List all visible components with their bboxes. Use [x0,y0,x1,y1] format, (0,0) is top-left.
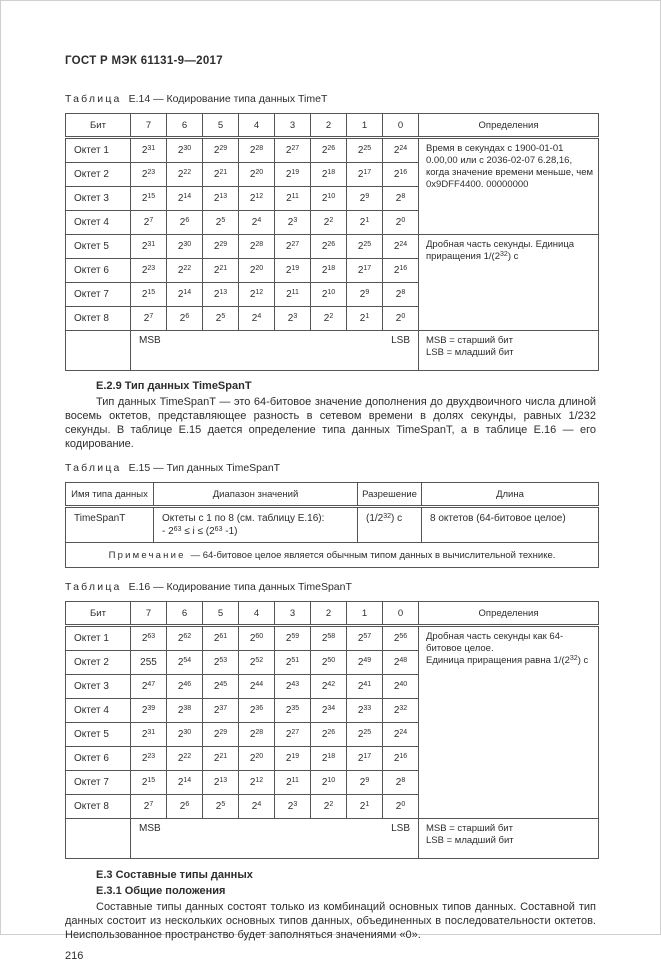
bit-value-cell: $2^{60}$ [239,626,275,651]
octet-label: Октет 6 [66,259,131,283]
msb-label: MSB [139,335,161,346]
octet-label: Октет 8 [66,795,131,819]
bit-value-cell: $2^4$ [239,307,275,331]
bit-number-header: 3 [275,602,311,626]
octet-row [66,235,599,259]
bit-value-cell: $2^{34}$ [311,699,347,723]
table-e16-caption-text: Е.16 — Кодирование типа данных TimeSpanT [128,581,352,593]
bit-number-header: 2 [311,114,347,138]
header-row [66,114,599,138]
definition-cell: Дробная часть секунды. Единица приращения $1/(2^{32})$ с [419,235,599,331]
bit-value-cell: $2^{22}$ [167,163,203,187]
bit-value-cell: $2^3$ [275,211,311,235]
table-e15-caption-label: Таблица [65,462,122,474]
table-e15 [65,482,599,568]
bit-value-cell: $2^{41}$ [347,675,383,699]
bit-value-cell: $2^0$ [383,795,419,819]
bit-value-cell: $2^{29}$ [203,235,239,259]
bit-number-header: 7 [131,114,167,138]
octet-label: Октет 6 [66,747,131,771]
bit-value-cell: $2^{19}$ [275,747,311,771]
bit-value-cell: $2^{17}$ [347,259,383,283]
bit-value-cell: $2^2$ [311,307,347,331]
bit-value-cell: $2^8$ [383,283,419,307]
bit-value-cell: $2^{40}$ [383,675,419,699]
bit-value-cell: $2^{22}$ [167,747,203,771]
bit-value-cell: $2^{13}$ [203,187,239,211]
bit-value-cell: $2^{45}$ [203,675,239,699]
bit-value-cell: $2^4$ [239,211,275,235]
section-e29-paragraph: Тип данных TimeSpanT — это 64-битовое значение дополнения до двухдвоичного числа длиной восемь октетов, представляющее разность в сетевом времени в долях секунды, равных 1/232 секунды. В таблице Е.15 дается определение типа данных TimeSpanT, а в таблице Е.16 — его кодирование. [65,396,596,450]
bit-value-cell: $2^5$ [203,211,239,235]
datatype-name-cell: TimeSpanT [66,507,154,543]
bit-value-cell: $2^{14}$ [167,771,203,795]
bit-value-cell: $2^7$ [131,211,167,235]
bit-value-cell: $2^{38}$ [167,699,203,723]
bit-value-cell: $2^{37}$ [203,699,239,723]
section-e31-paragraph: Составные типы данных состоят только из комбинаций основных типов данных. Составной тип данных состоит из нескольких основных типов данных, объединенных в последовательности октетов. Неиспользованное пространство будет заполняться значениями «0». [65,901,596,941]
resolution-cell: $(1/2^{32})$ с [358,507,422,543]
octet-label: Октет 5 [66,235,131,259]
bit-value-cell: $2^{27}$ [275,138,311,163]
msb-lsb-definition-cell: MSB = старший бит LSB = младший бит [419,819,599,859]
octet-label: Октет 7 [66,283,131,307]
bit-number-header: 0 [383,114,419,138]
bit-number-header: 2 [311,602,347,626]
bit-value-cell: $2^{43}$ [275,675,311,699]
octet-label: Октет 5 [66,723,131,747]
note-label: Примечание [108,549,186,561]
bit-value-cell: $2^1$ [347,211,383,235]
bit-value-cell: $2^{11}$ [275,187,311,211]
table-e15-data-row [66,507,599,543]
bit-value-cell: $2^0$ [383,307,419,331]
bit-value-cell: $2^{62}$ [167,626,203,651]
octet-label: Октет 1 [66,626,131,651]
bit-value-cell: $2^{16}$ [383,259,419,283]
bit-value-cell: $2^{20}$ [239,259,275,283]
bit-value-cell: $2^{42}$ [311,675,347,699]
table-e14 [65,113,599,371]
bit-value-cell: $2^{29}$ [203,723,239,747]
bit-value-cell: $2^2$ [311,795,347,819]
bit-value-cell: $2^{47}$ [131,675,167,699]
bit-number-header: 4 [239,114,275,138]
bit-number-header: 4 [239,602,275,626]
bit-value-cell: $2^{30}$ [167,235,203,259]
table-e14-caption [65,93,596,105]
bit-value-cell: $2^{15}$ [131,283,167,307]
bit-value-cell: $2^{15}$ [131,187,167,211]
bit-number-header: 3 [275,114,311,138]
bit-value-cell: $2^{35}$ [275,699,311,723]
bit-column-header: Бит [66,114,131,138]
bit-value-cell: $2^{54}$ [167,651,203,675]
bit-value-cell: $2^{29}$ [203,138,239,163]
bit-value-cell: $2^{26}$ [311,138,347,163]
bit-value-cell: $2^{31}$ [131,235,167,259]
table-e15-note-row [66,543,599,568]
bit-value-cell: $2^9$ [347,283,383,307]
definition-cell: Время в секундах с 1900-01-01 0.00,00 или с 2036-02-07 6.28,16, когда значение времени меньше, чем 0x9DFF4400. 00000000 [419,138,599,235]
bit-value-cell: $2^{28}$ [239,235,275,259]
bit-value-cell: $2^8$ [383,187,419,211]
bit-number-header: 0 [383,602,419,626]
bit-value-cell: $2^4$ [239,795,275,819]
bit-value-cell: $2^{14}$ [167,283,203,307]
bit-value-cell: $2^{21}$ [203,163,239,187]
definitions-column-header: Определения [419,602,599,626]
bit-value-cell: $2^{39}$ [131,699,167,723]
length-cell: 8 октетов (64-битовое целое) [422,507,599,543]
octet-label: Октет 4 [66,211,131,235]
bit-value-cell: $2^{24}$ [383,235,419,259]
bit-value-cell: $2^{36}$ [239,699,275,723]
bit-value-cell: $2^7$ [131,307,167,331]
bit-value-cell: $2^{50}$ [311,651,347,675]
bit-value-cell: $2^{28}$ [239,138,275,163]
msb-label: MSB [139,823,161,834]
bit-value-cell: $2^8$ [383,771,419,795]
page-number: 216 [65,950,84,962]
msb-lsb-row [66,331,599,371]
octet-label: Октет 3 [66,187,131,211]
section-e31-heading: Е.3.1 Общие положения [96,885,226,897]
bit-value-cell: $2^{31}$ [131,138,167,163]
bit-value-cell: $2^1$ [347,307,383,331]
definition-cell: Дробная часть секунды как 64-битовое целое. Единица приращения равна $1/(2^{32})$ с [419,626,599,819]
column-header-value-range: Диапазон значений [154,483,358,507]
bit-value-cell: $2^6$ [167,795,203,819]
bit-value-cell: 255 [131,651,167,675]
bit-value-cell: $2^{16}$ [383,747,419,771]
lsb-label: LSB [391,335,410,346]
bit-value-cell: $2^{10}$ [311,187,347,211]
octet-label: Октет 4 [66,699,131,723]
value-range-cell [154,507,358,543]
bit-value-cell: $2^{18}$ [311,163,347,187]
table-e16 [65,601,599,859]
bit-value-cell: $2^{63}$ [131,626,167,651]
column-header-resolution: Разрешение [358,483,422,507]
bit-column-header: Бит [66,602,131,626]
bit-value-cell: $2^{16}$ [383,163,419,187]
bit-number-header: 1 [347,602,383,626]
msb-lsb-row [66,819,599,859]
note-text: — 64-битовое целое является обычным типом данных в вычислительной технике. [190,549,556,561]
bit-number-header: 1 [347,114,383,138]
bit-value-cell: $2^{14}$ [167,187,203,211]
table-e14-container [65,113,596,371]
bit-value-cell: $2^{49}$ [347,651,383,675]
octet-row [66,626,599,651]
section-e29-heading: Е.2.9 Тип данных TimeSpanT [96,380,252,392]
bit-value-cell: $2^9$ [347,771,383,795]
section-e3-heading: Е.3 Составные типы данных [96,869,253,881]
bit-value-cell: $2^{18}$ [311,747,347,771]
empty-cell [66,819,131,859]
column-header-type-name: Имя типа данных [66,483,154,507]
bit-value-cell: $2^{13}$ [203,283,239,307]
lsb-label: LSB [391,823,410,834]
bit-value-cell: $2^{25}$ [347,723,383,747]
bit-value-cell: $2^{32}$ [383,699,419,723]
bit-value-cell: $2^{12}$ [239,771,275,795]
bit-value-cell: $2^{27}$ [275,235,311,259]
bit-value-cell: $2^{26}$ [311,723,347,747]
octet-label: Октет 3 [66,675,131,699]
bit-value-cell: $2^{25}$ [347,235,383,259]
definitions-column-header: Определения [419,114,599,138]
bit-value-cell: $2^{17}$ [347,163,383,187]
bit-value-cell: $2^{21}$ [203,259,239,283]
bit-value-cell: $2^{15}$ [131,771,167,795]
bit-value-cell: $2^{46}$ [167,675,203,699]
bit-value-cell: $2^{10}$ [311,771,347,795]
bit-value-cell: $2^{31}$ [131,723,167,747]
table-e16-caption [65,581,596,593]
bit-value-cell: $2^{10}$ [311,283,347,307]
value-range-line1: Октеты с 1 по 8 (см. таблицу Е.16): [162,513,325,524]
bit-value-cell: $2^6$ [167,307,203,331]
document-header: ГОСТ Р МЭК 61131-9—2017 [65,55,223,67]
bit-value-cell: $2^0$ [383,211,419,235]
bit-value-cell: $2^5$ [203,795,239,819]
bit-value-cell: $2^2$ [311,211,347,235]
table-e16-caption-label: Таблица [65,581,122,593]
bit-value-cell: $2^{11}$ [275,283,311,307]
bit-value-cell: $2^{20}$ [239,747,275,771]
bit-value-cell: $2^{18}$ [311,259,347,283]
bit-value-cell: $2^{57}$ [347,626,383,651]
bit-value-cell: $2^{20}$ [239,163,275,187]
value-range-line2: - $2^{63} \le i \le (2^{63}$ -1) [162,525,238,537]
header-row [66,602,599,626]
bit-value-cell: $2^1$ [347,795,383,819]
octet-label: Октет 2 [66,651,131,675]
octet-label: Октет 1 [66,138,131,163]
bit-value-cell: $2^{30}$ [167,138,203,163]
bit-value-cell: $2^{58}$ [311,626,347,651]
bit-value-cell: $2^{27}$ [275,723,311,747]
table-note [66,543,599,568]
bit-value-cell: $2^{25}$ [347,138,383,163]
octet-label: Октет 7 [66,771,131,795]
bit-value-cell: $2^{22}$ [167,259,203,283]
bit-value-cell: $2^{17}$ [347,747,383,771]
table-e14-caption-text: Е.14 — Кодирование типа данных TimeT [128,93,328,105]
bit-value-cell: $2^{44}$ [239,675,275,699]
bit-value-cell: $2^{23}$ [131,747,167,771]
bit-value-cell: $2^{13}$ [203,771,239,795]
bit-value-cell: $2^{59}$ [275,626,311,651]
bit-number-header: 7 [131,602,167,626]
bit-value-cell: $2^{19}$ [275,259,311,283]
bit-value-cell: $2^{24}$ [383,723,419,747]
bit-value-cell: $2^6$ [167,211,203,235]
bit-value-cell: $2^{56}$ [383,626,419,651]
table-e16-container [65,601,596,859]
bit-value-cell: $2^5$ [203,307,239,331]
bit-value-cell: $2^{12}$ [239,187,275,211]
table-e15-caption-text: Е.15 — Тип данных TimeSpanT [128,462,281,474]
column-header-length: Длина [422,483,599,507]
bit-number-header: 6 [167,602,203,626]
octet-row [66,138,599,163]
bit-value-cell: $2^7$ [131,795,167,819]
table-e14-caption-label: Таблица [65,93,122,105]
bit-value-cell: $2^3$ [275,795,311,819]
octet-label: Октет 2 [66,163,131,187]
table-e15-caption [65,462,596,474]
bit-value-cell: $2^{28}$ [239,723,275,747]
bit-number-header: 5 [203,114,239,138]
bit-value-cell: $2^{23}$ [131,259,167,283]
bit-value-cell: $2^{52}$ [239,651,275,675]
bit-number-header: 5 [203,602,239,626]
octet-label: Октет 8 [66,307,131,331]
bit-value-cell: $2^{23}$ [131,163,167,187]
bit-value-cell: $2^{33}$ [347,699,383,723]
bit-value-cell: $2^{51}$ [275,651,311,675]
bit-value-cell: $2^{53}$ [203,651,239,675]
empty-cell [66,331,131,371]
bit-number-header: 6 [167,114,203,138]
bit-value-cell: $2^{19}$ [275,163,311,187]
bit-value-cell: $2^{11}$ [275,771,311,795]
bit-value-cell: $2^3$ [275,307,311,331]
bit-value-cell: $2^{21}$ [203,747,239,771]
msb-lsb-cell [131,331,419,371]
bit-value-cell: $2^9$ [347,187,383,211]
table-e15-header-row [66,483,599,507]
bit-value-cell: $2^{12}$ [239,283,275,307]
msb-lsb-definition-cell: MSB = старший бит LSB = младший бит [419,331,599,371]
bit-value-cell: $2^{24}$ [383,138,419,163]
bit-value-cell: $2^{26}$ [311,235,347,259]
bit-value-cell: $2^{48}$ [383,651,419,675]
bit-value-cell: $2^{30}$ [167,723,203,747]
bit-value-cell: $2^{61}$ [203,626,239,651]
msb-lsb-cell [131,819,419,859]
